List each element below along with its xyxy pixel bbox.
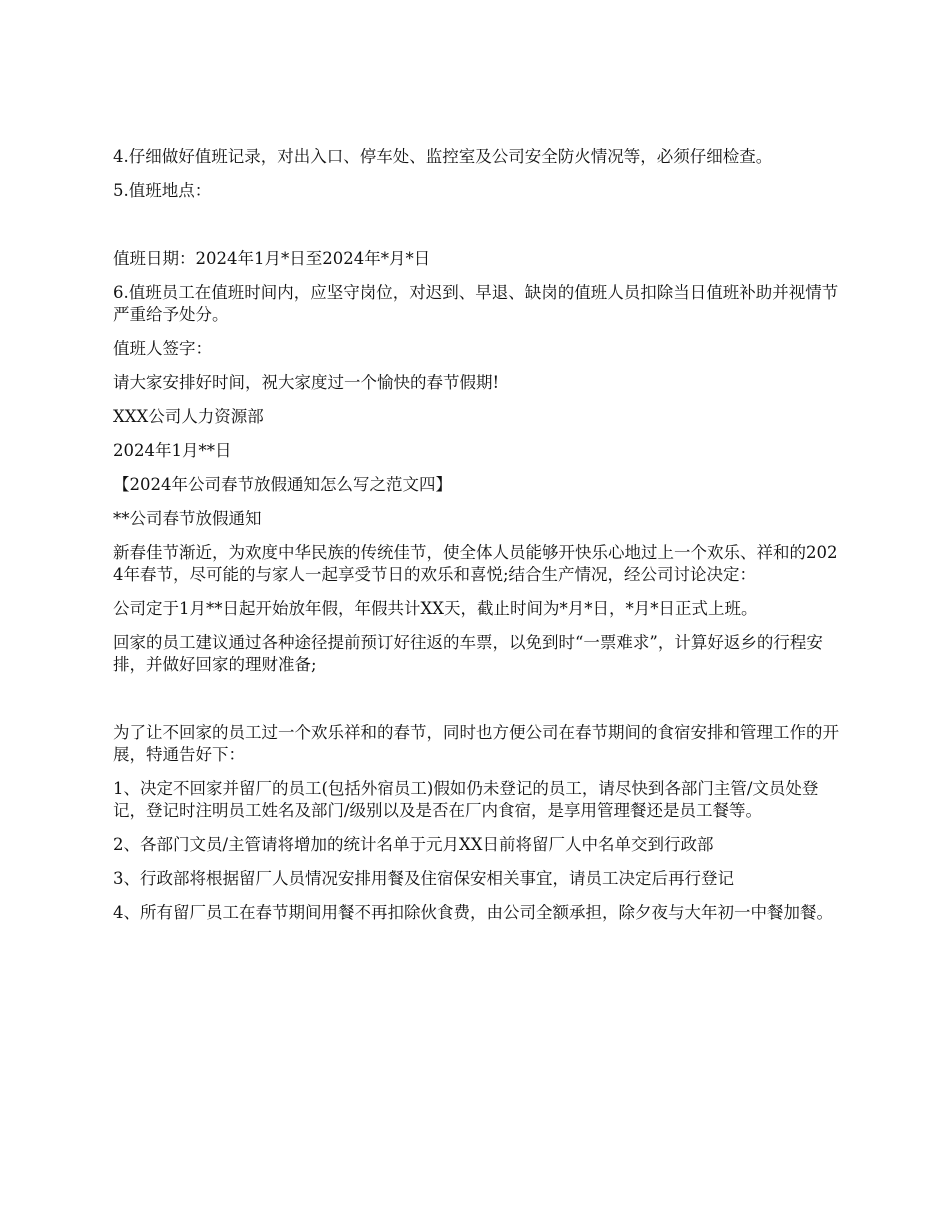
paragraph-duty-rules: 6.值班员工在值班时间内，应坚守岗位，对迟到、早退、缺岗的值班人员扣除当日值班补助并视情节严重给予处分。 — [113, 283, 839, 324]
paragraph-introduction: 新春佳节渐近，为欢度中华民族的传统佳节，使全体人员能够开快乐心地过上一个欢乐、祥和的2024年春节，尽可能的与家人一起享受节日的欢乐和喜悦;结合生产情况，经公司讨论决定： — [113, 543, 838, 584]
paragraph-duty-location: 5.值班地点： — [113, 181, 212, 200]
paragraph-hr-department: XXX公司人力资源部 — [113, 407, 264, 426]
paragraph-duty-record: 4.仔细做好值班记录，对出入口、停车处、监控室及公司安全防火情况等，必须仔细检查。 — [113, 147, 773, 166]
notice-title: **公司春节放假通知 — [113, 509, 262, 528]
section-heading-sample-four: 【2024年公司春节放假通知怎么写之范文四】 — [113, 475, 452, 494]
paragraph-date: 2024年1月**日 — [113, 441, 232, 460]
list-item-submit-list: 2、各部门文员/主管请将增加的统计名单于元月XX日前将留厂人中名单交到行政部 — [113, 835, 714, 854]
paragraph-stay-notice: 为了让不回家的员工过一个欢乐祥和的春节，同时也方便公司在春节期间的食宿安排和管理工作的开展，特通告好下： — [113, 723, 839, 764]
list-item-registration: 1、决定不回家并留厂的员工(包括外宿员工)假如仍未登记的员工，请尽快到各部门主管/文员处登记，登记时注明员工姓名及部门/级别以及是否在厂内食宿，是享用管理餐还是员工餐等。 — [113, 779, 819, 820]
paragraph-duty-date: 值班日期：2024年1月*日至2024年*月*日 — [113, 249, 431, 268]
blank-space — [113, 214, 843, 248]
blank-space — [113, 688, 843, 722]
document-body — [113, 146, 843, 936]
paragraph-travel-advice: 回家的员工建议通过各种途径提前预订好往返的车票，以免到时“一票难求”，计算好返乡的行程安排，并做好回家的理财准备; — [113, 633, 823, 674]
paragraph-holiday-wishes: 请大家安排好时间，祝大家度过一个愉快的春节假期! — [113, 373, 500, 392]
list-item-arrangements: 3、行政部将根据留厂人员情况安排用餐及住宿保安相关事宜，请员工决定后再行登记 — [113, 869, 734, 888]
paragraph-duty-signature: 值班人签字： — [113, 339, 212, 358]
paragraph-holiday-period: 公司定于1月**日起开始放年假，年假共计XX天，截止时间为*月*日，*月*日正式上班。 — [113, 599, 758, 618]
list-item-meals: 4、所有留厂员工在春节期间用餐不再扣除伙食费，由公司全额承担，除夕夜与大年初一中餐加餐。 — [113, 903, 833, 922]
